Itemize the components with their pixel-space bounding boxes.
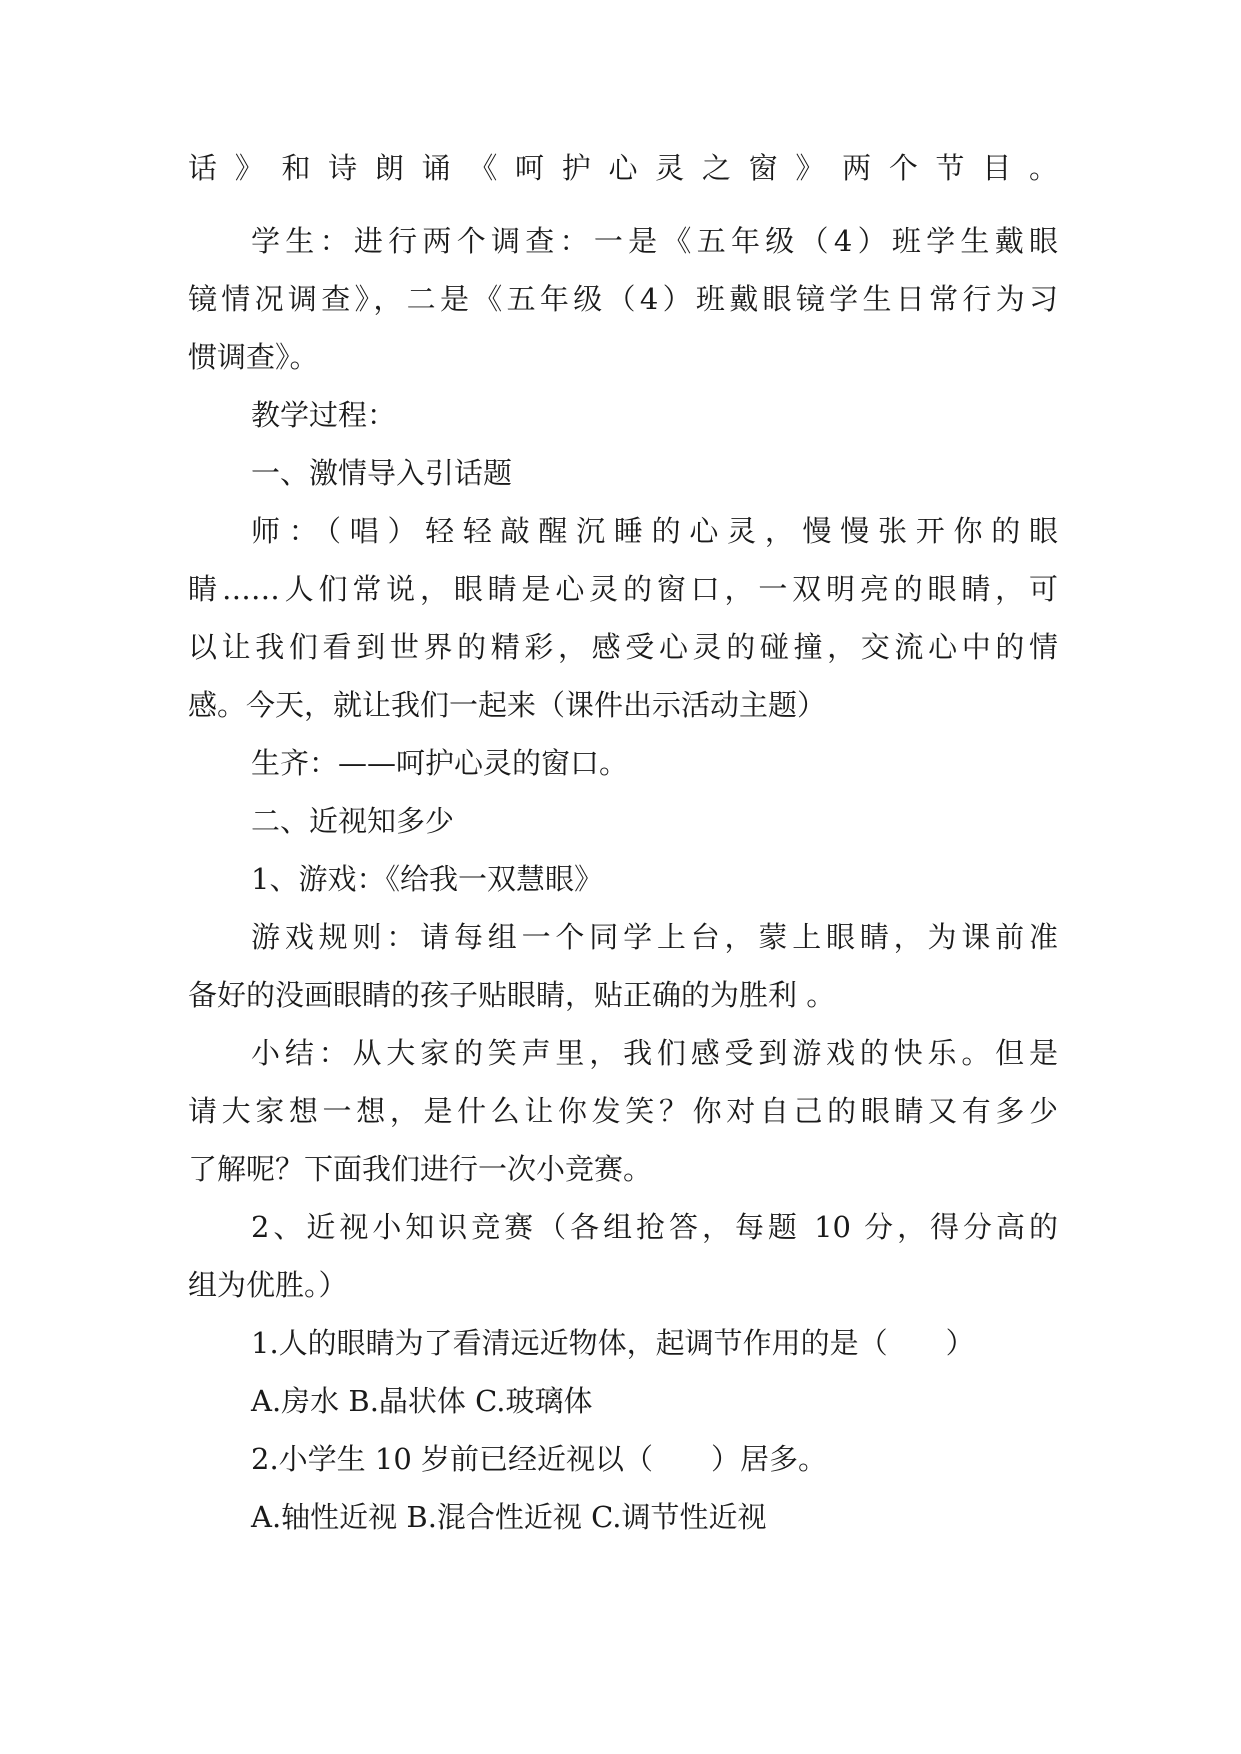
section-heading: 一、激情导入引话题 [251, 456, 513, 490]
quiz-options: A.房水 B.晶状体 C.玻璃体 [251, 1384, 593, 1418]
text-line: 感。今天，就让我们一起来（课件出示活动主题） [188, 688, 827, 722]
section-heading: 教学过程： [251, 398, 397, 432]
text-line: 请大家想一想，是什么让你发笑？你对自己的眼睛又有多少 [188, 1094, 1058, 1128]
text-line: 组为优胜。） [188, 1268, 348, 1302]
text-line: 了解呢？下面我们进行一次小竞赛。 [188, 1152, 653, 1186]
text-line: 生齐：——呵护心灵的窗口。 [251, 746, 629, 780]
quiz-question: 1.人的眼睛为了看清远近物体，起调节作用的是（ ） [251, 1326, 975, 1360]
text-line: 游戏规则：请每组一个同学上台，蒙上眼睛，为课前准 [251, 920, 1058, 954]
quiz-question: 2.小学生 10 岁前已经近视以（ ）居多。 [251, 1442, 828, 1476]
text-line: 师：（唱）轻轻敲醒沉睡的心灵，慢慢张开你的眼 [251, 514, 1058, 548]
text-line: 话》和诗朗诵《呵护心灵之窗》两个节目。 [188, 151, 1058, 185]
text-line: 镜情况调查》，二是《五年级（4）班戴眼镜学生日常行为习 [188, 282, 1058, 316]
text-line: 以让我们看到世界的精彩，感受心灵的碰撞，交流心中的情 [188, 630, 1058, 664]
section-heading: 二、近视知多少 [251, 804, 455, 838]
text-line: 1、游戏：《给我一双慧眼》 [251, 862, 603, 896]
text-line: 惯调查》。 [188, 340, 319, 374]
text-line: 备好的没画眼睛的孩子贴眼睛，贴正确的为胜利 。 [188, 978, 836, 1012]
text-line: 小结：从大家的笑声里，我们感受到游戏的快乐。但是 [251, 1036, 1058, 1070]
text-line: 睛……人们常说，眼睛是心灵的窗口，一双明亮的眼睛，可 [188, 572, 1058, 606]
text-line: 学生：进行两个调查：一是《五年级（4）班学生戴眼 [251, 224, 1058, 258]
text-line: 2、近视小知识竞赛（各组抢答，每题 10 分，得分高的 [251, 1210, 1058, 1244]
quiz-options: A.轴性近视 B.混合性近视 C.调节性近视 [251, 1500, 767, 1534]
